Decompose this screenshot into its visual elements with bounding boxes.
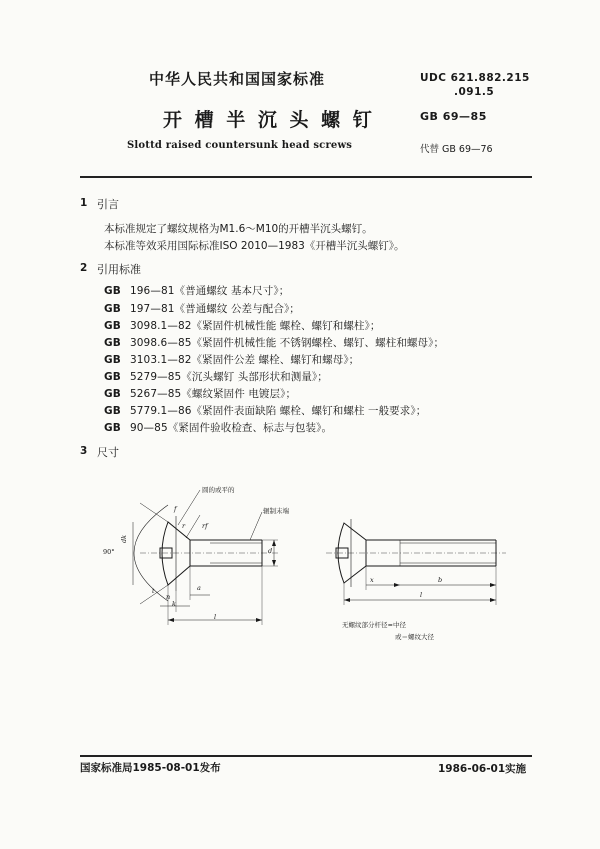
reference-item: GB 90—85《紧固件验收检查、标志与包装》。	[104, 422, 333, 434]
dim-label-b: b	[438, 576, 443, 584]
document-title-en: Slottd raised countersunk head screws	[127, 140, 353, 151]
reference-item: GB 3098.1—82《紧固件机械性能 螺栓、螺钉和螺柱》；	[104, 320, 381, 332]
reference-item: GB 5779.1—86《紧固件表面缺陷 螺栓、螺钉和螺柱 一般要求》；	[104, 405, 427, 417]
effective-date: 1986-06-01实施	[438, 763, 527, 775]
reference-item: GB 5267—85《螺纹紧固件 电镀层》；	[104, 388, 297, 400]
dim-label-rf: rf	[202, 522, 208, 530]
udc-code-continued: .091.5	[454, 86, 495, 98]
section-2-number: 2	[80, 262, 88, 274]
dim-label-l2: l	[420, 591, 423, 599]
section-2-heading: 引用标准	[97, 263, 141, 276]
section-1-heading: 引言	[97, 198, 119, 211]
standard-number: GB 69—85	[420, 110, 487, 123]
footer-divider	[80, 755, 532, 757]
udc-code: UDC 621.882.215	[420, 72, 530, 84]
dim-label-dk: dk	[120, 534, 129, 544]
note-rolled-end: 辗制末端	[263, 507, 289, 515]
reference-item: GB 5279—85《沉头螺钉 头部形状和测量》；	[104, 371, 328, 383]
note-thread-1: 无螺纹部分杆径≈中径	[342, 621, 406, 629]
replaces-standard: 代替 GB 69—76	[420, 144, 493, 155]
dim-label-k: k	[172, 600, 176, 608]
dim-label-n: n	[166, 593, 171, 601]
section-1-para2: 本标准等效采用国际标准ISO 2010—1983《开槽半沉头螺钉》。	[104, 240, 405, 252]
reference-item: GB 3098.6—85《紧固件机械性能 不锈钢螺栓、螺钉、螺柱和螺母》；	[104, 337, 445, 349]
document-title: 开 槽 半 沉 头 螺 钉	[163, 109, 375, 131]
angle-label: 90°	[103, 548, 115, 556]
section-3-number: 3	[80, 445, 88, 457]
issue-date: 国家标准局1985-08-01发布	[80, 762, 221, 774]
dim-label-x: x	[370, 576, 374, 584]
reference-item: GB 3103.1—82《紧固件公差 螺栓、螺钉和螺母》；	[104, 354, 360, 366]
dim-label-f: f	[174, 505, 177, 513]
dim-label-d: d	[268, 547, 273, 555]
section-1-number: 1	[80, 197, 88, 209]
reference-item: GB 196—81《普通螺纹 基本尺寸》；	[104, 285, 290, 297]
note-thread-2: 或＝螺纹大径	[395, 633, 434, 641]
dim-label-t: t	[152, 587, 155, 595]
dim-label-l: l	[214, 613, 217, 621]
section-3-heading: 尺寸	[97, 446, 119, 459]
section-1-para1: 本标准规定了螺纹规格为M1.6～M10的开槽半沉头螺钉。	[104, 223, 373, 235]
reference-item: GB 197—81《普通螺纹 公差与配合》；	[104, 303, 300, 315]
dim-label-r: r	[182, 522, 186, 530]
note-round-or-flat: 圆的或平的	[202, 486, 235, 494]
org-title: 中华人民共和国国家标准	[149, 70, 326, 88]
dim-label-a: a	[197, 584, 201, 592]
